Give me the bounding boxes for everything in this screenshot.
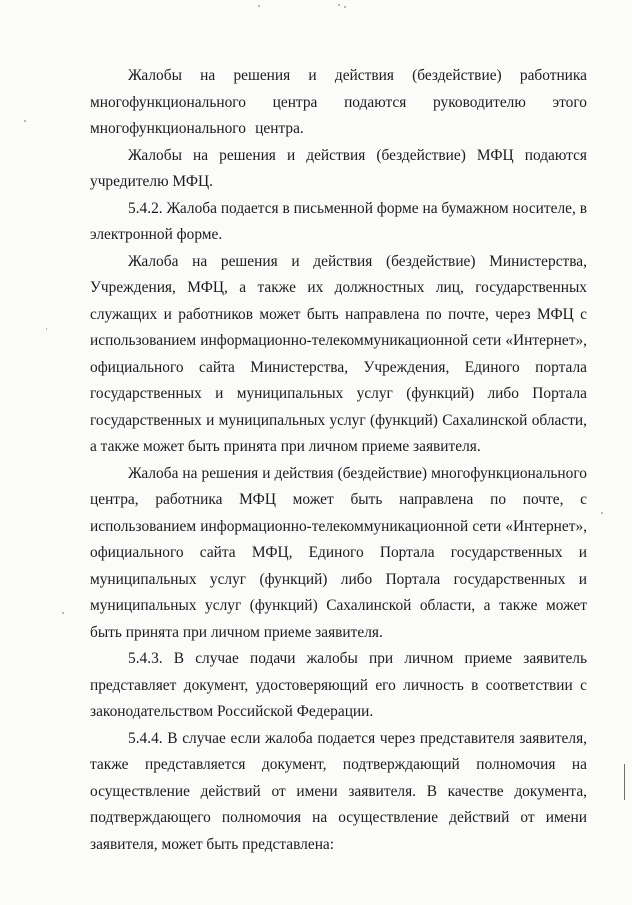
scan-speck <box>258 5 260 7</box>
scan-speck <box>24 120 26 122</box>
document-body <box>90 63 587 858</box>
scan-speck <box>338 4 340 6</box>
paragraph-complaint-mfc: Жалобы на решения и действия (бездействие) МФЦ подаются учредителю МФЦ. <box>90 146 587 190</box>
paragraph-complaint-ministry: Жалоба на решения и действия (бездействие) Министерства, Учреждения, МФЦ, а также их должностных лиц, государственных служащих и работников может быть направлена по почте, через МФЦ с использованием информационно-телекоммуникационной сети «Интернет», официального сайта Министерства, Учреждения, Единого портала государственных и муниципальных услуг (функций) либо Портала государственных и муниципальных услуг (функций) Сахалинской области, а также может быть принята при личном приеме заявителя. <box>90 252 587 455</box>
paragraph-5-4-4: 5.4.4. В случае если жалоба подается через представителя заявителя, также представляется документ, подтверждающий полномочия на осуществление действий от имени заявителя. В качестве документа, подтверждающего полномочия на осуществление действий от имени заявителя, может быть представлена: <box>90 729 587 853</box>
scan-speck <box>62 612 64 614</box>
paragraph-complaint-mfc-channels: Жалоба на решения и действия (бездействие) многофункционального центра, работника МФЦ может быть направлена по почте, с использованием информационно-телекоммуникационной сети «Интернет», официального сайта МФЦ, Единого Портала государственных и муниципальных услуг (функций) либо Портала государственных и муниципальных услуг (функций) Сахалинской области, а также может быть принята при личном приеме заявителя. <box>90 464 587 641</box>
paragraph-5-4-2: 5.4.2. Жалоба подается в письменной форме на бумажном носителе, в электронной форме. <box>90 199 587 243</box>
scan-edge-mark <box>624 764 625 800</box>
paragraph-complaint-mfc-employee: Жалобы на решения и действия (бездействие) работника многофункционального центра подаются руководителю этого многофункционального центра. <box>90 67 587 137</box>
scan-speck <box>344 6 346 8</box>
scan-speck <box>601 512 603 514</box>
paragraph-5-4-3: 5.4.3. В случае подачи жалобы при личном приеме заявитель представляет документ, удостоверяющий его личность в соответствии с законодательством Российской Федерации. <box>90 650 587 720</box>
scan-speck <box>46 328 47 330</box>
